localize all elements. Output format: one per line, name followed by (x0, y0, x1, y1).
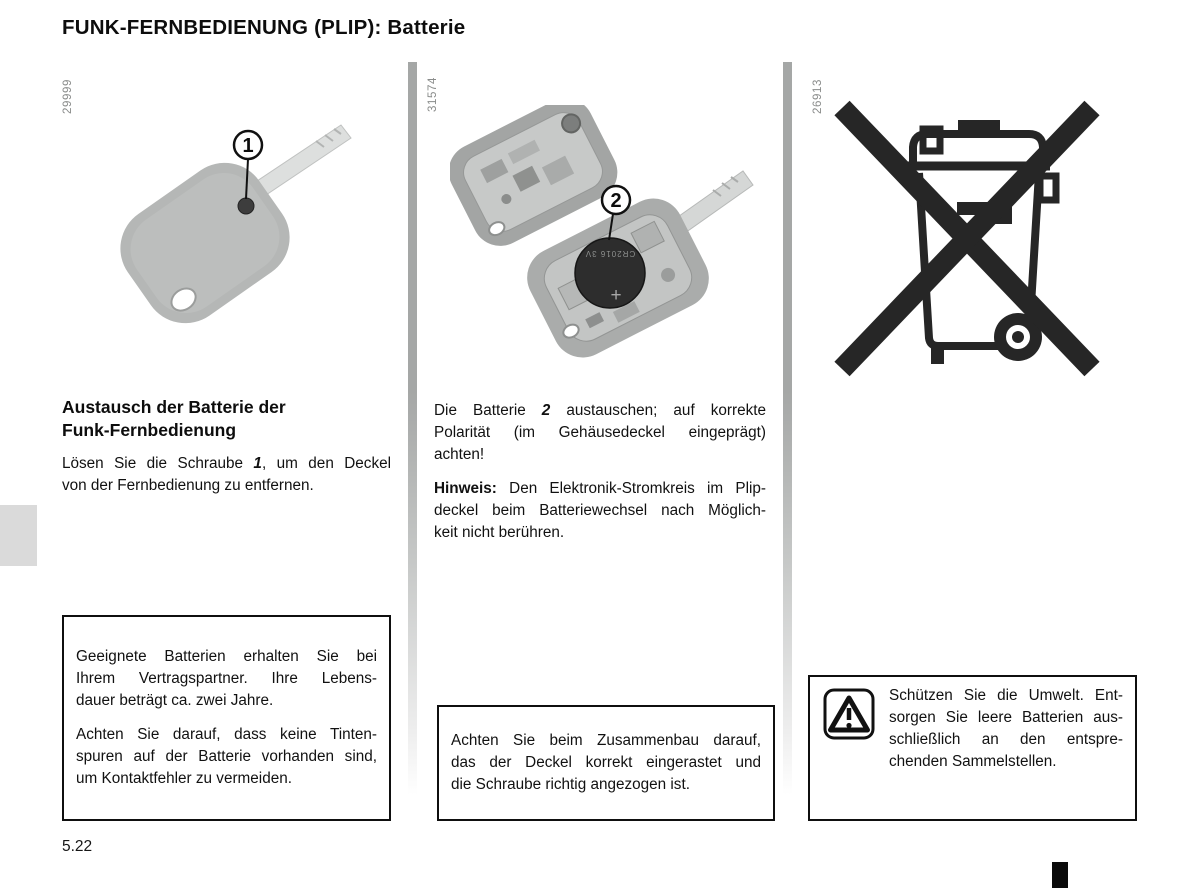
figure-ref-key: 29999 (62, 79, 74, 114)
text-line: Ihrem Vertragspartner. Ihre Lebens- (76, 670, 377, 687)
fob-open-figure (450, 105, 770, 370)
text-line: deckel beim Batteriewechsel nach Möglich- (434, 502, 766, 519)
warning-text (889, 685, 1123, 773)
text-line: Achten Sie darauf, dass keine Tinten- (76, 726, 377, 743)
battery-polarity-mark: + (610, 285, 622, 306)
text-line (62, 453, 391, 475)
left-paragraph (62, 453, 391, 497)
warning-icon (822, 687, 876, 748)
text-line (434, 400, 766, 422)
column-divider-2 (783, 62, 792, 795)
screw-1 (238, 198, 254, 214)
battery-replace-paragraph (434, 400, 766, 466)
text-line: um Kontaktfehler zu vermeiden. (76, 770, 292, 787)
battery-info-box (62, 615, 391, 821)
text-line: dauer beträgt ca. zwei Jahre. (76, 692, 274, 709)
text-line (434, 478, 766, 500)
text-span: austauschen; auf korrekte (566, 402, 766, 419)
figure-ref-weee: 26913 (812, 79, 824, 114)
binding-mark (1052, 862, 1068, 888)
text-line: das der Deckel korrekt eingerastet und (451, 754, 761, 771)
text-line: keit nicht berühren. (434, 524, 565, 541)
text-line: Schützen Sie die Umwelt. Ent- (889, 687, 1123, 704)
section-heading (62, 396, 391, 442)
reassembly-note-box (437, 705, 775, 821)
box-paragraph (76, 724, 377, 790)
text-line: die Schraube richtig angezogen ist. (451, 776, 690, 793)
heading-line: Funk-Fernbedienung (62, 420, 237, 440)
bin-handle (958, 120, 1000, 137)
text-span: Den Elektronik-Stromkreis im Plip- (509, 480, 766, 497)
callout-ref-1: 1 (253, 455, 262, 472)
text-line: spuren auf der Batterie vorhanden sind, (76, 748, 377, 765)
callout-number-2: 2 (610, 190, 622, 212)
text-span: , um den Deckel (261, 455, 391, 472)
section-edge-tab (0, 505, 37, 566)
text-line: schließlich an den entspre- (889, 731, 1123, 748)
left-column (62, 396, 391, 509)
text-line: Achten Sie beim Zusammenbau darauf, (451, 732, 761, 749)
box-paragraph (76, 646, 377, 712)
bin-latch (923, 129, 940, 151)
hinweis-paragraph (434, 478, 766, 544)
environment-warning-box (808, 675, 1137, 821)
battery-label: CR2016 3V (584, 249, 636, 258)
crossed-out-bin-icon (830, 90, 1120, 380)
hinweis-label: Hinweis: (434, 480, 497, 497)
bin-foot (931, 345, 944, 364)
bin-side-handle (1040, 176, 1056, 200)
text-span: Die Batterie (434, 402, 526, 419)
page-title: FUNK-FERNBEDIENUNG (PLIP): Batterie (62, 16, 466, 39)
figure-ref-fob: 31574 (427, 77, 439, 112)
text-line: Polarität (im Gehäusedeckel eingeprägt) (434, 424, 766, 441)
key-figure (110, 95, 410, 335)
callout-number-1: 1 (242, 135, 254, 157)
text-line: sorgen Sie leere Batterien aus- (889, 709, 1123, 726)
text-line: Geeignete Batterien erhalten Sie bei (76, 648, 377, 665)
text-span: Lösen Sie die Schraube (62, 455, 243, 472)
callout-ref-2: 2 (541, 402, 551, 419)
text-line: achten! (434, 446, 485, 463)
bin-wheel-hub (1012, 331, 1024, 343)
heading-line: Austausch der Batterie der (62, 397, 286, 417)
page-number: 5.22 (62, 838, 93, 855)
text-line: chenden Sammelstellen. (889, 753, 1057, 770)
middle-column (434, 400, 766, 556)
text-line: von der Fernbedienung zu entfernen. (62, 477, 314, 494)
